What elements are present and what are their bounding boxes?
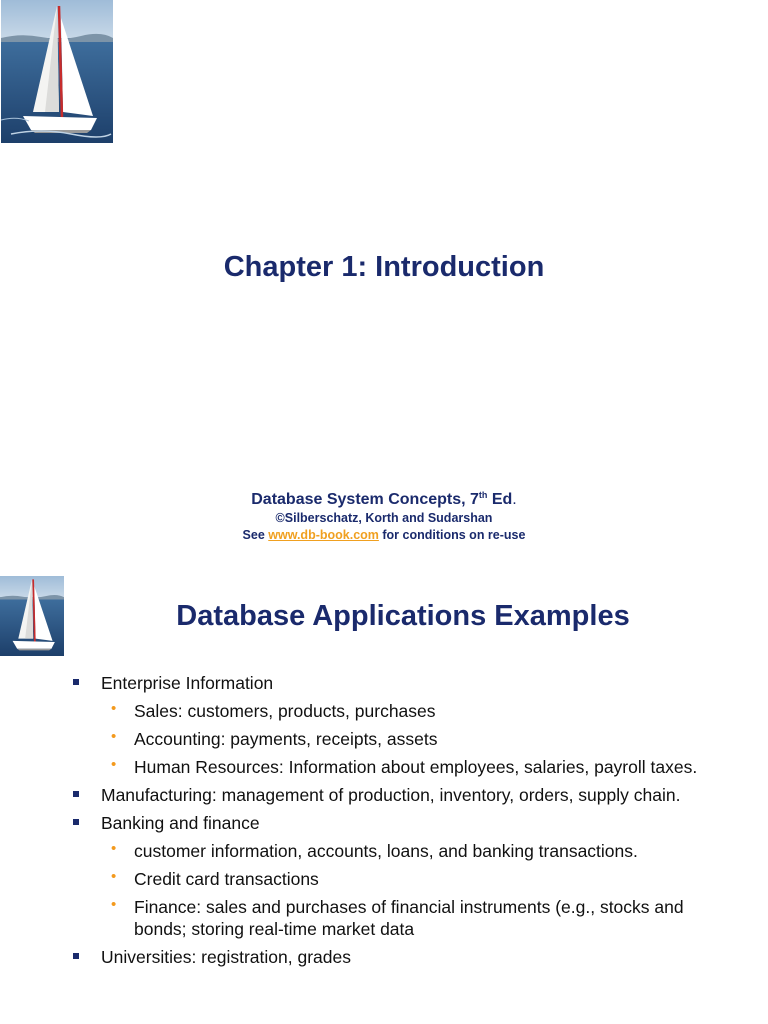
book-title: [0, 484, 768, 511]
copyright-notice: ©Silberschatz, Korth and Sudarshan: [275, 511, 493, 525]
sublist-item: [101, 896, 700, 940]
list-item-text: Enterprise Information: [101, 673, 274, 693]
reuse-suffix: for conditions on re-use: [378, 528, 526, 542]
dot-bullet-icon: •: [111, 756, 117, 773]
square-bullet-icon: [73, 679, 79, 685]
sublist-item: [101, 700, 700, 722]
book-title-period: .: [512, 491, 517, 508]
book-title-main: Database System Concepts, 7: [251, 491, 479, 508]
sublist-item: [101, 840, 700, 862]
sublist-item-text: Sales: customers, products, purchases: [134, 701, 436, 721]
dot-bullet-icon: •: [111, 700, 117, 717]
list-item-text: Banking and finance: [101, 813, 260, 833]
slide-title-heading: Database Applications Examples: [176, 600, 630, 632]
list-item: [0, 784, 700, 806]
reuse-notice: [0, 527, 768, 543]
book-title-edition: Ed: [487, 491, 513, 508]
slide-applications: [0, 576, 768, 1024]
sublist-item-text: Human Resources: Information about employees, salaries, payroll taxes.: [134, 757, 698, 777]
dot-bullet-icon: •: [111, 868, 117, 885]
reuse-prefix: See: [242, 528, 269, 542]
sublist-item-text: Accounting: payments, receipts, assets: [134, 729, 438, 749]
sailboat-logo-icon: [0, 576, 64, 656]
sublist-item-text: customer information, accounts, loans, and banking transactions.: [134, 841, 638, 861]
sublist-item-text: Finance: sales and purchases of financial instruments (e.g., stocks and bonds; storing real-time market data: [134, 897, 684, 939]
db-book-link[interactable]: www.db-book.com: [268, 528, 379, 542]
book-title-superscript: th: [478, 490, 488, 500]
sublist-item: [101, 868, 700, 890]
sailboat-logo-icon: [1, 0, 113, 143]
dot-bullet-icon: •: [111, 840, 117, 857]
dot-bullet-icon: •: [111, 728, 117, 745]
list-item-text: Universities: registration, grades: [101, 947, 351, 967]
sublist: [101, 840, 700, 940]
sublist: [101, 700, 700, 778]
dot-bullet-icon: •: [111, 896, 117, 913]
list-item-text: Manufacturing: management of production, inventory, orders, supply chain.: [101, 785, 681, 805]
sublist-item: [101, 728, 700, 750]
sublist-item-text: Credit card transactions: [134, 869, 319, 889]
square-bullet-icon: [73, 791, 79, 797]
applications-list: [0, 672, 700, 974]
list-item: [0, 672, 700, 778]
square-bullet-icon: [73, 953, 79, 959]
sublist-item: [101, 756, 700, 778]
chapter-title: Chapter 1: Introduction: [223, 251, 545, 283]
square-bullet-icon: [73, 819, 79, 825]
list-item: [0, 812, 700, 940]
list-item: [0, 946, 700, 968]
